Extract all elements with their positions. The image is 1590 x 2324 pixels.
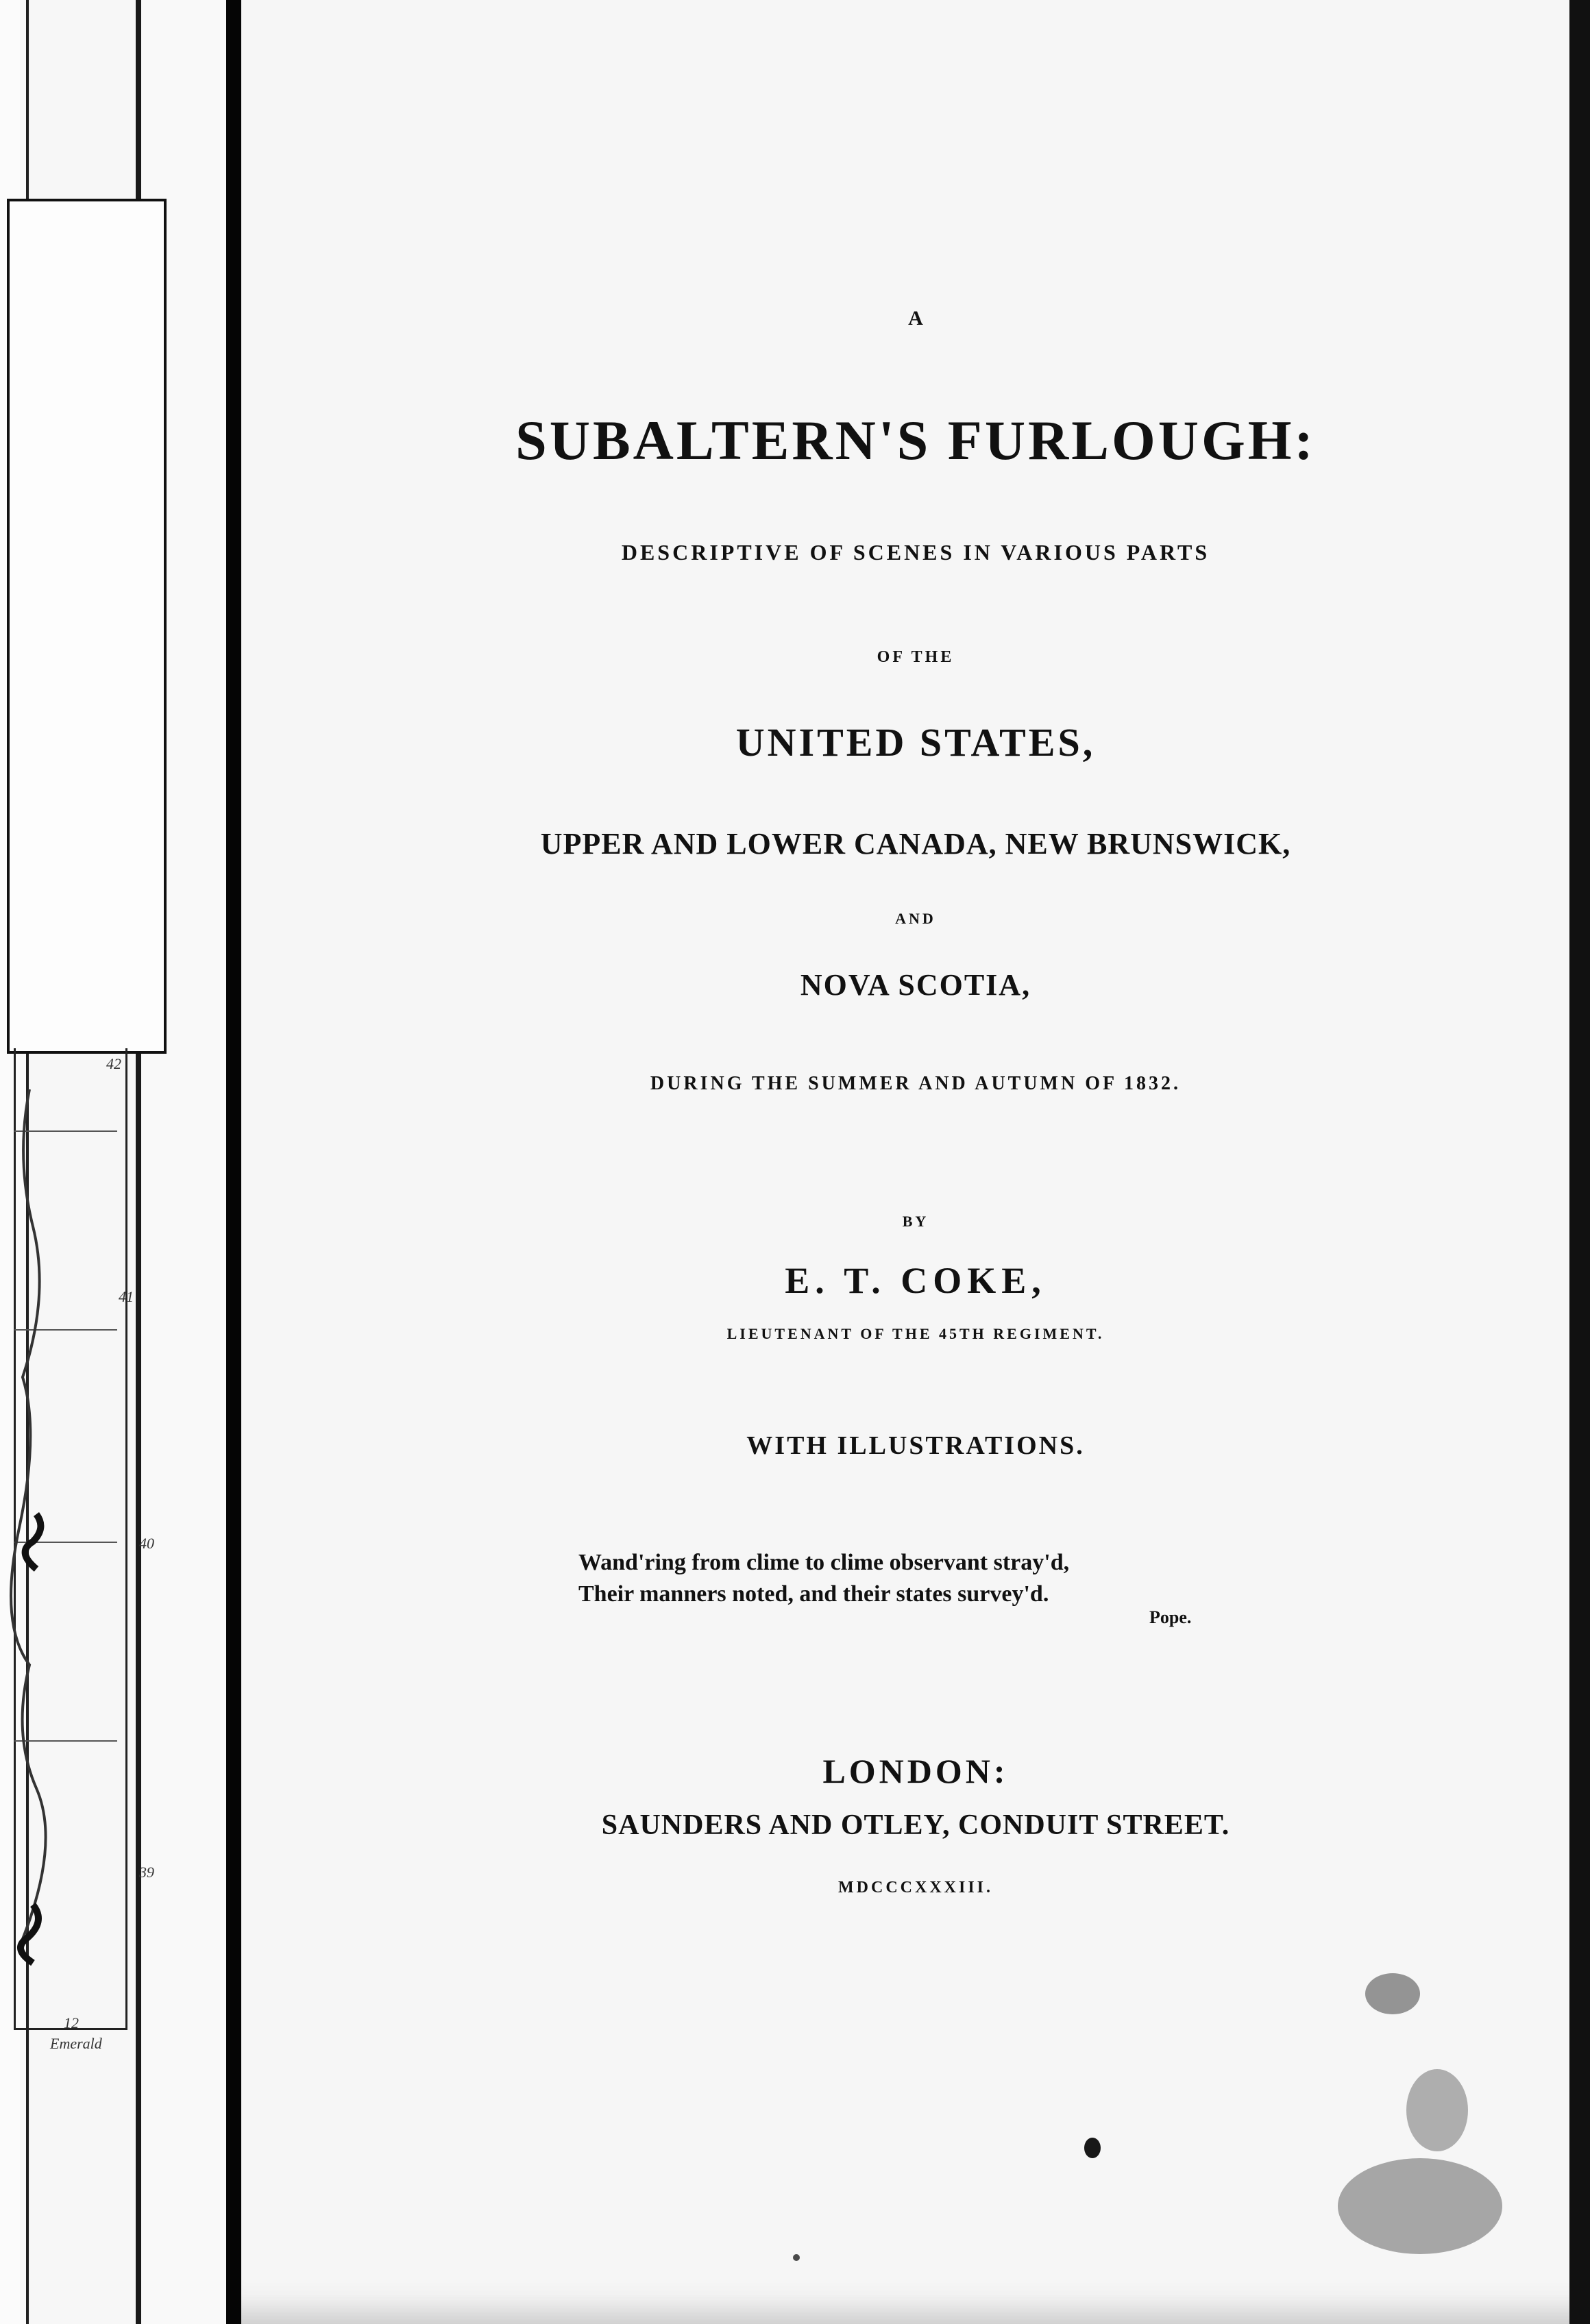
epigraph-line: Their manners noted, and their states survey'd. xyxy=(578,1581,1049,1607)
imprint-year: MDCCCXXXIII. xyxy=(838,1879,993,1896)
place-canada-brunswick: UPPER AND LOWER CANADA, NEW BRUNSWICK, xyxy=(540,827,1291,861)
illustrations-note: WITH ILLUSTRATIONS. xyxy=(746,1431,1085,1460)
author-name: E. T. COKE, xyxy=(785,1260,1047,1301)
paper-stain xyxy=(1406,2069,1468,2151)
epigraph-line: Wand'ring from clime to clime observant stray'd, xyxy=(578,1550,1070,1575)
place-united-states: UNITED STATES, xyxy=(735,720,1096,765)
subtitle-and: AND xyxy=(895,910,936,927)
map-bottom-number: 12 xyxy=(64,2014,79,2031)
byline-by: BY xyxy=(902,1213,929,1230)
map-latitude-label: 39 xyxy=(139,1864,154,1881)
place-nova-scotia: NOVA SCOTIA, xyxy=(800,968,1031,1002)
epigraph-source: Pope. xyxy=(1149,1607,1192,1627)
map-latitude-label: 40 xyxy=(139,1535,154,1552)
map-fragment xyxy=(14,1048,154,2052)
epigraph xyxy=(578,1547,1069,1610)
map-latitude-label: 41 xyxy=(119,1288,134,1305)
subtitle-of-the: OF THE xyxy=(877,648,955,666)
map-bottom-label: Emerald xyxy=(50,2035,102,2052)
paper-stain xyxy=(1338,2158,1502,2254)
title-article: A xyxy=(908,307,923,330)
period-line: DURING THE SUMMER AND AUTUMN OF 1832. xyxy=(650,1073,1182,1094)
author-rank: LIEUTENANT OF THE 45TH REGIMENT. xyxy=(726,1325,1105,1342)
book-subtitle: DESCRIPTIVE OF SCENES IN VARIOUS PARTS xyxy=(621,540,1210,565)
folded-map-flap xyxy=(7,199,167,1054)
map-latitude-label: 42 xyxy=(106,1055,121,1072)
map-coastline xyxy=(9,1048,50,2007)
imprint-publisher: SAUNDERS AND OTLEY, CONDUIT STREET. xyxy=(601,1809,1230,1841)
imprint-city: LONDON: xyxy=(822,1752,1009,1790)
paper-stain xyxy=(1365,1973,1420,2014)
book-gutter xyxy=(226,0,241,2324)
ink-spot xyxy=(1084,2138,1101,2158)
ink-spot xyxy=(793,2254,800,2261)
page-right-edge xyxy=(1569,0,1590,2324)
title-page xyxy=(241,0,1590,2324)
book-title: SUBALTERN'S FURLOUGH: xyxy=(515,409,1316,471)
